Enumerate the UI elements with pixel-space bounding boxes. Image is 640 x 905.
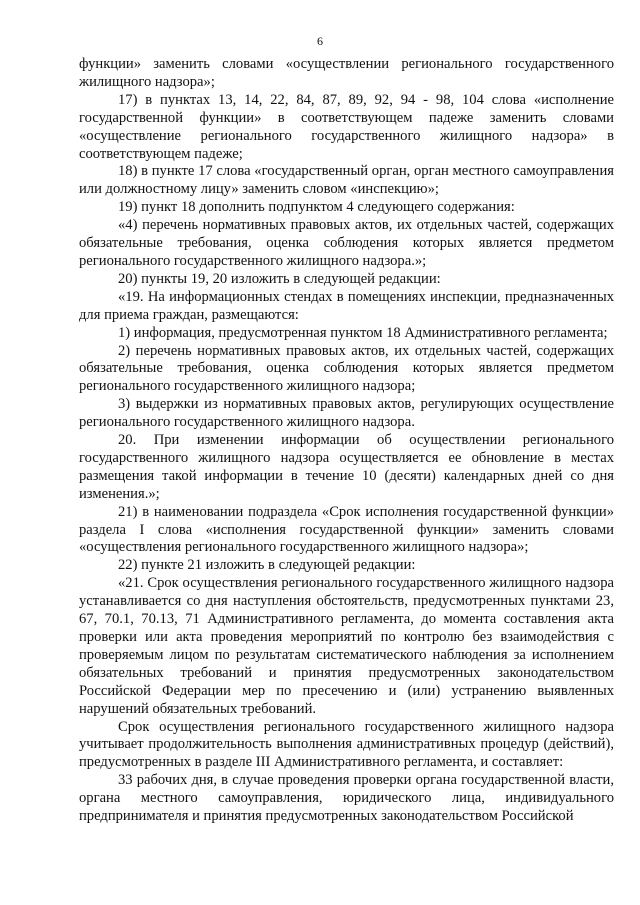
paragraph-33-days: 33 рабочих дня, в случае проведения проверки органа государственной власти, органа местного самоуправления, юридического лица, индивидуального предпринимателя и принятия предусмотренных законодательством Российской [79,772,614,825]
document-body [79,56,614,826]
paragraph-clause-19-1: 1) информация, предусмотренная пунктом 18 Административного регламента; [118,324,608,341]
paragraph-item-17: 17) в пунктах 13, 14, 22, 84, 87, 89, 92, 94 - 98, 104 слова «исполнение государственной функции» в соответствующем падеже заменить словами «осуществление регионального государственного жилищного надзора» в соответствующем падеже; [79,91,614,162]
paragraph-item-18: 18) в пункте 17 слова «государственный орган, орган местного самоуправления или должностному лицу» заменить словом «инспекцию»; [79,163,614,198]
paragraph-item-21: 21) в наименовании подраздела «Срок исполнения государственной функции» раздела I слова «исполнения государственной функции» заменить словами «осуществления регионального государственного жилищного надзора»; [79,503,614,556]
paragraph-clause-20: 20. При изменении информации об осуществлении регионального государственного жилищного надзора осуществляется ее обновление в местах размещения такой информации в течение 10 (десяти) календарных дней со дня изменения.»; [79,432,614,502]
paragraph-clause-19: «19. На информационных стендах в помещениях инспекции, предназначенных для приема граждан, размещаются: [79,288,614,323]
paragraph-item-19: 19) пункт 18 дополнить подпунктом 4 следующего содержания: [118,199,515,216]
paragraph-clause-21: «21. Срок осуществления регионального государственного жилищного надзора устанавливается со дня наступления обстоятельств, предусмотренных пунктами 23, 67, 70.1, 70.13, 71 Административного регламента, до момента составления акта проверки или акта проведения мероприятий по контролю без взаимодействия с проверяемым лицом по результатам систематического наблюдения за исполнением обязательных требований и принятия предусмотренных законодательством Российской Федерации мер по пресечению и (или) устранению выявленных нарушений обязательных требований. [79,575,614,717]
paragraph-item-22: 22) пункте 21 изложить в следующей редакции: [118,557,416,574]
paragraph-item-20: 20) пункты 19, 20 изложить в следующей редакции: [118,270,441,287]
paragraph-term-description: Срок осуществления регионального государственного жилищного надзора учитывает продолжительность выполнения административных процедур (действий), предусмотренных в разделе III Административного регламента, и составляет: [79,718,614,771]
paragraph-clause-19-3: 3) выдержки из нормативных правовых актов, регулирующих осуществление регионального государственного жилищного надзора. [79,396,614,431]
paragraph-continuation: функции» заменить словами «осуществлении регионального государственного жилищного надзора»; [79,56,614,90]
page-number: 6 [317,34,323,48]
paragraph-clause-19-2: 2) перечень нормативных правовых актов, их отдельных частей, содержащих обязательные требования, оценка соблюдения которых является предметом регионального государственного жилищного надзора; [79,342,614,395]
paragraph-subitem-4: «4) перечень нормативных правовых актов, их отдельных частей, содержащих обязательные требования, оценка соблюдения которых является предметом регионального государственного жилищного надзора.»; [79,217,614,269]
